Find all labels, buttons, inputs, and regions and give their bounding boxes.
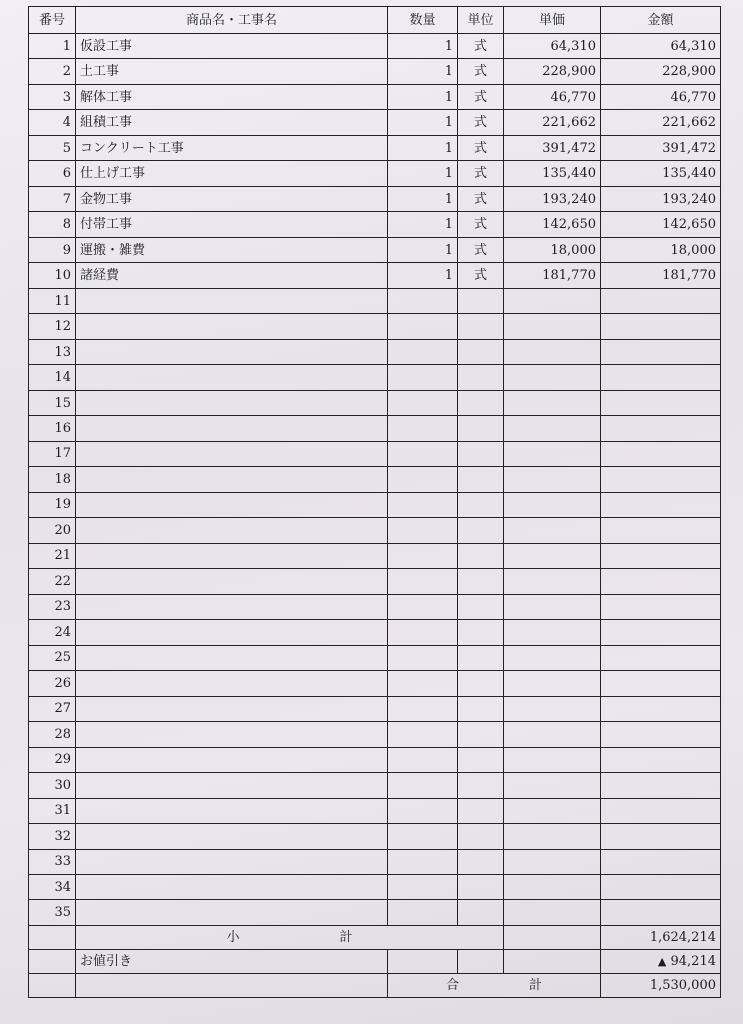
cell-price (504, 569, 601, 594)
cell-price: 221,662 (504, 110, 601, 135)
header-amount: 金額 (601, 7, 721, 34)
cell-amount: 181,770 (601, 263, 721, 288)
table-row (29, 339, 721, 364)
total-row (29, 974, 721, 998)
cell-unit (458, 365, 504, 390)
cell-no: 11 (29, 288, 76, 313)
cell-amount: 391,472 (601, 135, 721, 160)
cell-name: 土工事 (76, 59, 388, 84)
table-row (29, 722, 721, 747)
cell-no: 32 (29, 824, 76, 849)
cell-qty (388, 569, 458, 594)
cell-name (76, 849, 388, 874)
cell-amount (601, 696, 721, 721)
cell-unit (458, 569, 504, 594)
cell-no: 8 (29, 212, 76, 237)
cell-no: 5 (29, 135, 76, 160)
cell-qty: 1 (388, 135, 458, 160)
cell-qty (388, 518, 458, 543)
header-row (29, 7, 721, 34)
cell-qty (388, 773, 458, 798)
table-row (29, 747, 721, 772)
table-row (29, 135, 721, 160)
cell-price (504, 722, 601, 747)
table-row (29, 620, 721, 645)
cell-name (76, 492, 388, 517)
table-row (29, 186, 721, 211)
subtotal-amount: 1,624,214 (601, 926, 721, 950)
cell-price: 391,472 (504, 135, 601, 160)
cell-price (504, 747, 601, 772)
cell-unit: 式 (458, 186, 504, 211)
cell-price (504, 620, 601, 645)
cell-price (504, 467, 601, 492)
cell-price (504, 314, 601, 339)
table-row (29, 798, 721, 823)
table-row (29, 110, 721, 135)
cell-name (76, 365, 388, 390)
cell-price (504, 798, 601, 823)
cell-name: 仕上げ工事 (76, 161, 388, 186)
cell-unit: 式 (458, 212, 504, 237)
cell-no: 7 (29, 186, 76, 211)
cell-amount: 228,900 (601, 59, 721, 84)
cell-qty (388, 339, 458, 364)
cell-amount (601, 441, 721, 466)
cell-unit (458, 620, 504, 645)
cell-price (504, 900, 601, 926)
cell-no: 26 (29, 671, 76, 696)
cell-amount (601, 645, 721, 670)
cell-name (76, 874, 388, 899)
table-row (29, 874, 721, 899)
cell-amount (601, 620, 721, 645)
header-no: 番号 (29, 7, 76, 34)
cell-amount (601, 288, 721, 313)
cell-amount (601, 798, 721, 823)
cell-unit (458, 492, 504, 517)
cell-name (76, 722, 388, 747)
cell-unit (458, 900, 504, 926)
cell-no: 33 (29, 849, 76, 874)
cell-qty (388, 874, 458, 899)
cell-price (504, 824, 601, 849)
cell-amount (601, 900, 721, 926)
cell-amount: 193,240 (601, 186, 721, 211)
estimate-table (28, 6, 721, 998)
cell-unit (458, 416, 504, 441)
cell-unit: 式 (458, 84, 504, 109)
cell-qty (388, 900, 458, 926)
cell-name (76, 900, 388, 926)
cell-unit (458, 722, 504, 747)
cell-amount (601, 671, 721, 696)
cell-no: 17 (29, 441, 76, 466)
cell-unit (458, 467, 504, 492)
discount-row (29, 950, 721, 974)
table-row (29, 824, 721, 849)
cell-amount (601, 824, 721, 849)
cell-unit (458, 849, 504, 874)
cell-qty (388, 747, 458, 772)
cell-no: 3 (29, 84, 76, 109)
cell-price: 135,440 (504, 161, 601, 186)
cell-qty (388, 696, 458, 721)
table-row (29, 594, 721, 619)
cell-name (76, 773, 388, 798)
cell-name (76, 645, 388, 670)
table-row (29, 416, 721, 441)
cell-no: 22 (29, 569, 76, 594)
header-name: 商品名・工事名 (76, 7, 388, 34)
cell-name (76, 390, 388, 415)
cell-no: 6 (29, 161, 76, 186)
table-row (29, 288, 721, 313)
cell-amount (601, 492, 721, 517)
cell-no: 4 (29, 110, 76, 135)
cell-price (504, 645, 601, 670)
cell-no: 18 (29, 467, 76, 492)
cell-qty: 1 (388, 34, 458, 59)
cell-unit: 式 (458, 161, 504, 186)
cell-name (76, 824, 388, 849)
cell-price (504, 671, 601, 696)
discount-label: お値引き (76, 950, 388, 974)
cell-name (76, 339, 388, 364)
cell-amount (601, 467, 721, 492)
cell-name (76, 288, 388, 313)
cell-qty (388, 543, 458, 568)
cell-qty (388, 390, 458, 415)
cell-price: 142,650 (504, 212, 601, 237)
cell-unit (458, 390, 504, 415)
cell-qty (388, 441, 458, 466)
table-row (29, 543, 721, 568)
cell-price (504, 416, 601, 441)
cell-unit (458, 594, 504, 619)
cell-price (504, 365, 601, 390)
table-row (29, 696, 721, 721)
cell-name (76, 314, 388, 339)
table-row (29, 492, 721, 517)
table-row (29, 645, 721, 670)
cell-no: 35 (29, 900, 76, 926)
header-price: 単価 (504, 7, 601, 34)
cell-unit (458, 798, 504, 823)
cell-no: 14 (29, 365, 76, 390)
cell-unit (458, 747, 504, 772)
table-row (29, 518, 721, 543)
table-row (29, 849, 721, 874)
total-amount: 1,530,000 (601, 974, 721, 998)
cell-amount (601, 569, 721, 594)
cell-unit (458, 773, 504, 798)
cell-qty: 1 (388, 161, 458, 186)
cell-unit: 式 (458, 59, 504, 84)
cell-unit (458, 696, 504, 721)
cell-name (76, 798, 388, 823)
cell-price (504, 773, 601, 798)
cell-name (76, 416, 388, 441)
cell-name (76, 441, 388, 466)
cell-no: 9 (29, 237, 76, 262)
cell-price: 18,000 (504, 237, 601, 262)
cell-name (76, 569, 388, 594)
table-row (29, 671, 721, 696)
cell-price (504, 288, 601, 313)
cell-unit (458, 441, 504, 466)
cell-unit (458, 288, 504, 313)
cell-name: 諸経費 (76, 263, 388, 288)
cell-unit (458, 824, 504, 849)
cell-price (504, 543, 601, 568)
cell-no: 29 (29, 747, 76, 772)
cell-unit (458, 543, 504, 568)
cell-unit (458, 645, 504, 670)
cell-qty (388, 288, 458, 313)
table-row (29, 441, 721, 466)
cell-name: 付帯工事 (76, 212, 388, 237)
cell-qty (388, 314, 458, 339)
cell-name: 仮設工事 (76, 34, 388, 59)
cell-unit: 式 (458, 263, 504, 288)
cell-amount: 18,000 (601, 237, 721, 262)
cell-amount (601, 339, 721, 364)
cell-amount (601, 722, 721, 747)
cell-name (76, 671, 388, 696)
cell-no: 34 (29, 874, 76, 899)
cell-qty (388, 594, 458, 619)
cell-qty: 1 (388, 237, 458, 262)
cell-price (504, 492, 601, 517)
cell-price: 193,240 (504, 186, 601, 211)
cell-price: 181,770 (504, 263, 601, 288)
cell-amount (601, 365, 721, 390)
cell-amount: 64,310 (601, 34, 721, 59)
cell-no: 20 (29, 518, 76, 543)
cell-price (504, 441, 601, 466)
cell-name: 金物工事 (76, 186, 388, 211)
cell-amount: 46,770 (601, 84, 721, 109)
table-row (29, 467, 721, 492)
cell-amount: 221,662 (601, 110, 721, 135)
cell-amount (601, 390, 721, 415)
cell-no: 10 (29, 263, 76, 288)
cell-price (504, 696, 601, 721)
header-qty: 数量 (388, 7, 458, 34)
cell-no: 16 (29, 416, 76, 441)
header-unit: 単位 (458, 7, 504, 34)
subtotal-row (29, 926, 721, 950)
cell-amount: 142,650 (601, 212, 721, 237)
table-row (29, 900, 721, 926)
cell-name (76, 543, 388, 568)
cell-qty (388, 722, 458, 747)
cell-name (76, 620, 388, 645)
table-row (29, 161, 721, 186)
total-label: 合 計 (388, 974, 601, 998)
cell-no: 30 (29, 773, 76, 798)
cell-amount (601, 594, 721, 619)
cell-no: 12 (29, 314, 76, 339)
cell-price (504, 594, 601, 619)
table-row (29, 59, 721, 84)
cell-no: 28 (29, 722, 76, 747)
cell-qty (388, 798, 458, 823)
table-row (29, 569, 721, 594)
triangle-marker-icon: ▲ (657, 955, 667, 968)
cell-price: 228,900 (504, 59, 601, 84)
cell-name: 組積工事 (76, 110, 388, 135)
table-row (29, 773, 721, 798)
cell-qty (388, 620, 458, 645)
cell-no: 21 (29, 543, 76, 568)
cell-name (76, 696, 388, 721)
cell-no: 25 (29, 645, 76, 670)
cell-qty (388, 849, 458, 874)
cell-qty (388, 467, 458, 492)
cell-amount (601, 773, 721, 798)
cell-qty (388, 671, 458, 696)
cell-amount: 135,440 (601, 161, 721, 186)
cell-qty (388, 492, 458, 517)
cell-qty: 1 (388, 84, 458, 109)
cell-qty: 1 (388, 110, 458, 135)
cell-amount (601, 314, 721, 339)
cell-price (504, 390, 601, 415)
cell-qty: 1 (388, 212, 458, 237)
discount-amount: ▲ 94,214 (601, 950, 721, 974)
cell-name (76, 594, 388, 619)
cell-qty: 1 (388, 59, 458, 84)
cell-unit: 式 (458, 110, 504, 135)
cell-no: 2 (29, 59, 76, 84)
table-row (29, 390, 721, 415)
cell-no: 24 (29, 620, 76, 645)
cell-amount (601, 849, 721, 874)
table-row (29, 314, 721, 339)
cell-no: 1 (29, 34, 76, 59)
table-row (29, 365, 721, 390)
cell-unit: 式 (458, 237, 504, 262)
cell-name (76, 518, 388, 543)
cell-name (76, 747, 388, 772)
cell-unit (458, 671, 504, 696)
cell-name: コンクリート工事 (76, 135, 388, 160)
cell-unit (458, 518, 504, 543)
cell-qty (388, 824, 458, 849)
cell-no: 13 (29, 339, 76, 364)
cell-no: 31 (29, 798, 76, 823)
cell-unit: 式 (458, 34, 504, 59)
cell-amount (601, 518, 721, 543)
cell-unit (458, 314, 504, 339)
cell-price (504, 874, 601, 899)
cell-qty (388, 416, 458, 441)
cell-amount (601, 416, 721, 441)
cell-name: 運搬・雑費 (76, 237, 388, 262)
cell-price: 64,310 (504, 34, 601, 59)
cell-amount (601, 747, 721, 772)
subtotal-label: 小 計 (76, 926, 504, 950)
table-row (29, 237, 721, 262)
cell-no: 27 (29, 696, 76, 721)
cell-no: 19 (29, 492, 76, 517)
cell-amount (601, 543, 721, 568)
cell-amount (601, 874, 721, 899)
cell-unit (458, 874, 504, 899)
table-row (29, 212, 721, 237)
cell-qty (388, 365, 458, 390)
cell-qty: 1 (388, 186, 458, 211)
cell-no: 23 (29, 594, 76, 619)
cell-unit (458, 339, 504, 364)
table-row (29, 263, 721, 288)
cell-price (504, 849, 601, 874)
table-row (29, 34, 721, 59)
cell-price (504, 518, 601, 543)
cell-name (76, 467, 388, 492)
cell-qty (388, 645, 458, 670)
table-row (29, 84, 721, 109)
cell-name: 解体工事 (76, 84, 388, 109)
cell-unit: 式 (458, 135, 504, 160)
cell-qty: 1 (388, 263, 458, 288)
cell-price (504, 339, 601, 364)
cell-price: 46,770 (504, 84, 601, 109)
cell-no: 15 (29, 390, 76, 415)
